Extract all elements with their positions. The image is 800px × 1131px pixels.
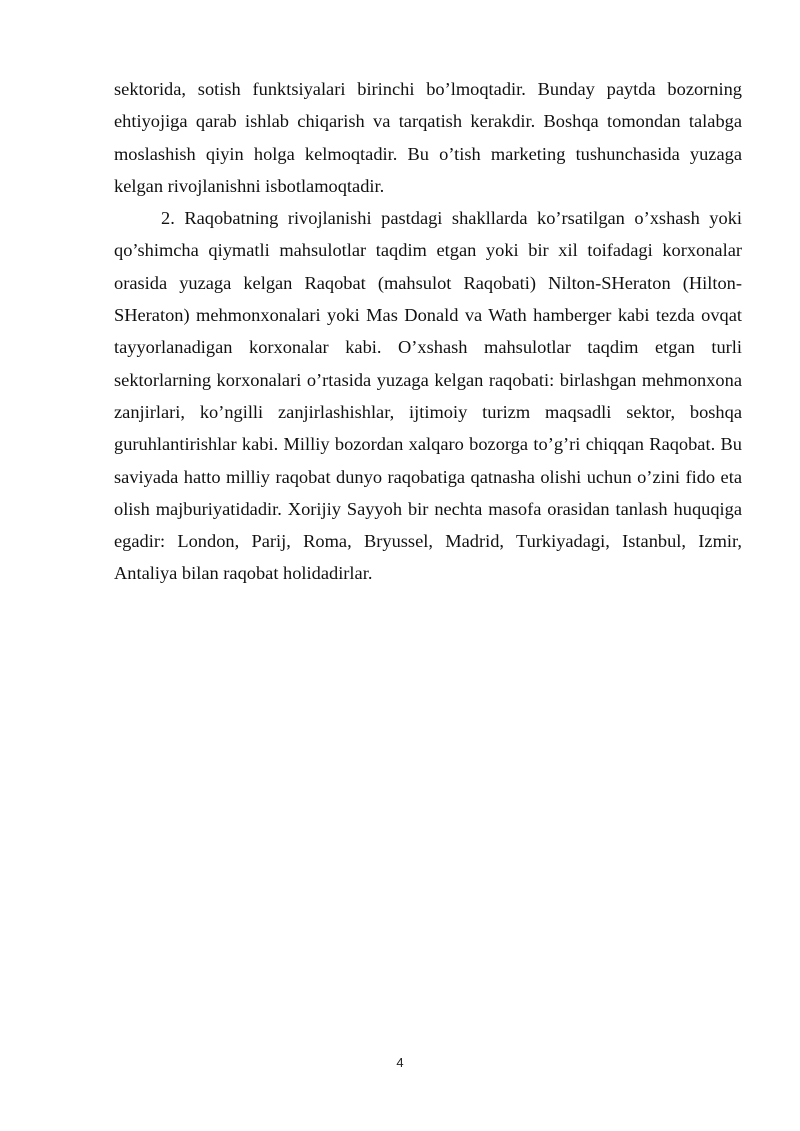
- body-text: [114, 73, 742, 590]
- paragraph-continuation: sektorida, sotish funktsiyalari birinchi bo’lmoqtadir. Bunday paytda bozorning ehtiyojiga qarab ishlab chiqarish va tarqatish kerakdir. Boshqa tomondan talabga moslashish qiyin holga kelmoqtadir. Bu o’tish marketing tushunchasida yuzaga kelgan rivojlanishni isbotlamoqtadir.: [114, 79, 742, 196]
- page-number: 4: [396, 1055, 404, 1070]
- paragraph-competition: 2. Raqobatning rivojlanishi pastdagi shakllarda ko’rsatilgan o’xshash yoki qo’shimcha qiymatli mahsulotlar taqdim etgan yoki bir xil toifadagi korxonalar orasida yuzaga kelgan Raqobat (mahsulot Raqobati) Nilton-SHeraton (Hilton-SHeraton) mehmonxonalari yoki Mas Donald va Wath hamberger kabi tezda ovqat tayyorlanadigan korxonalar kabi. O’xshash mahsulotlar taqdim etgan turli sektorlarning korxonalari o’rtasida yuzaga kelgan raqobati: birlashgan mehmonxona zanjirlari, ko’ngilli zanjirlashishlar, ijtimoiy turizm maqsadli sektor, boshqa guruhlantirishlar kabi. Milliy bozordan xalqaro bozorga to’g’ri chiqqan Raqobat. Bu saviyada hatto milliy raqobat dunyo raqobatiga qatnasha olishi uchun o’zini fido eta olish majburiyatidadir. Xorijiy Sayyoh bir nechta masofa orasidan tanlash huquqiga egadir: London, Parij, Roma, Bryussel, Madrid, Turkiyadagi, Istanbul, Izmir, Antaliya bilan raqobat holidadirlar.: [114, 208, 742, 584]
